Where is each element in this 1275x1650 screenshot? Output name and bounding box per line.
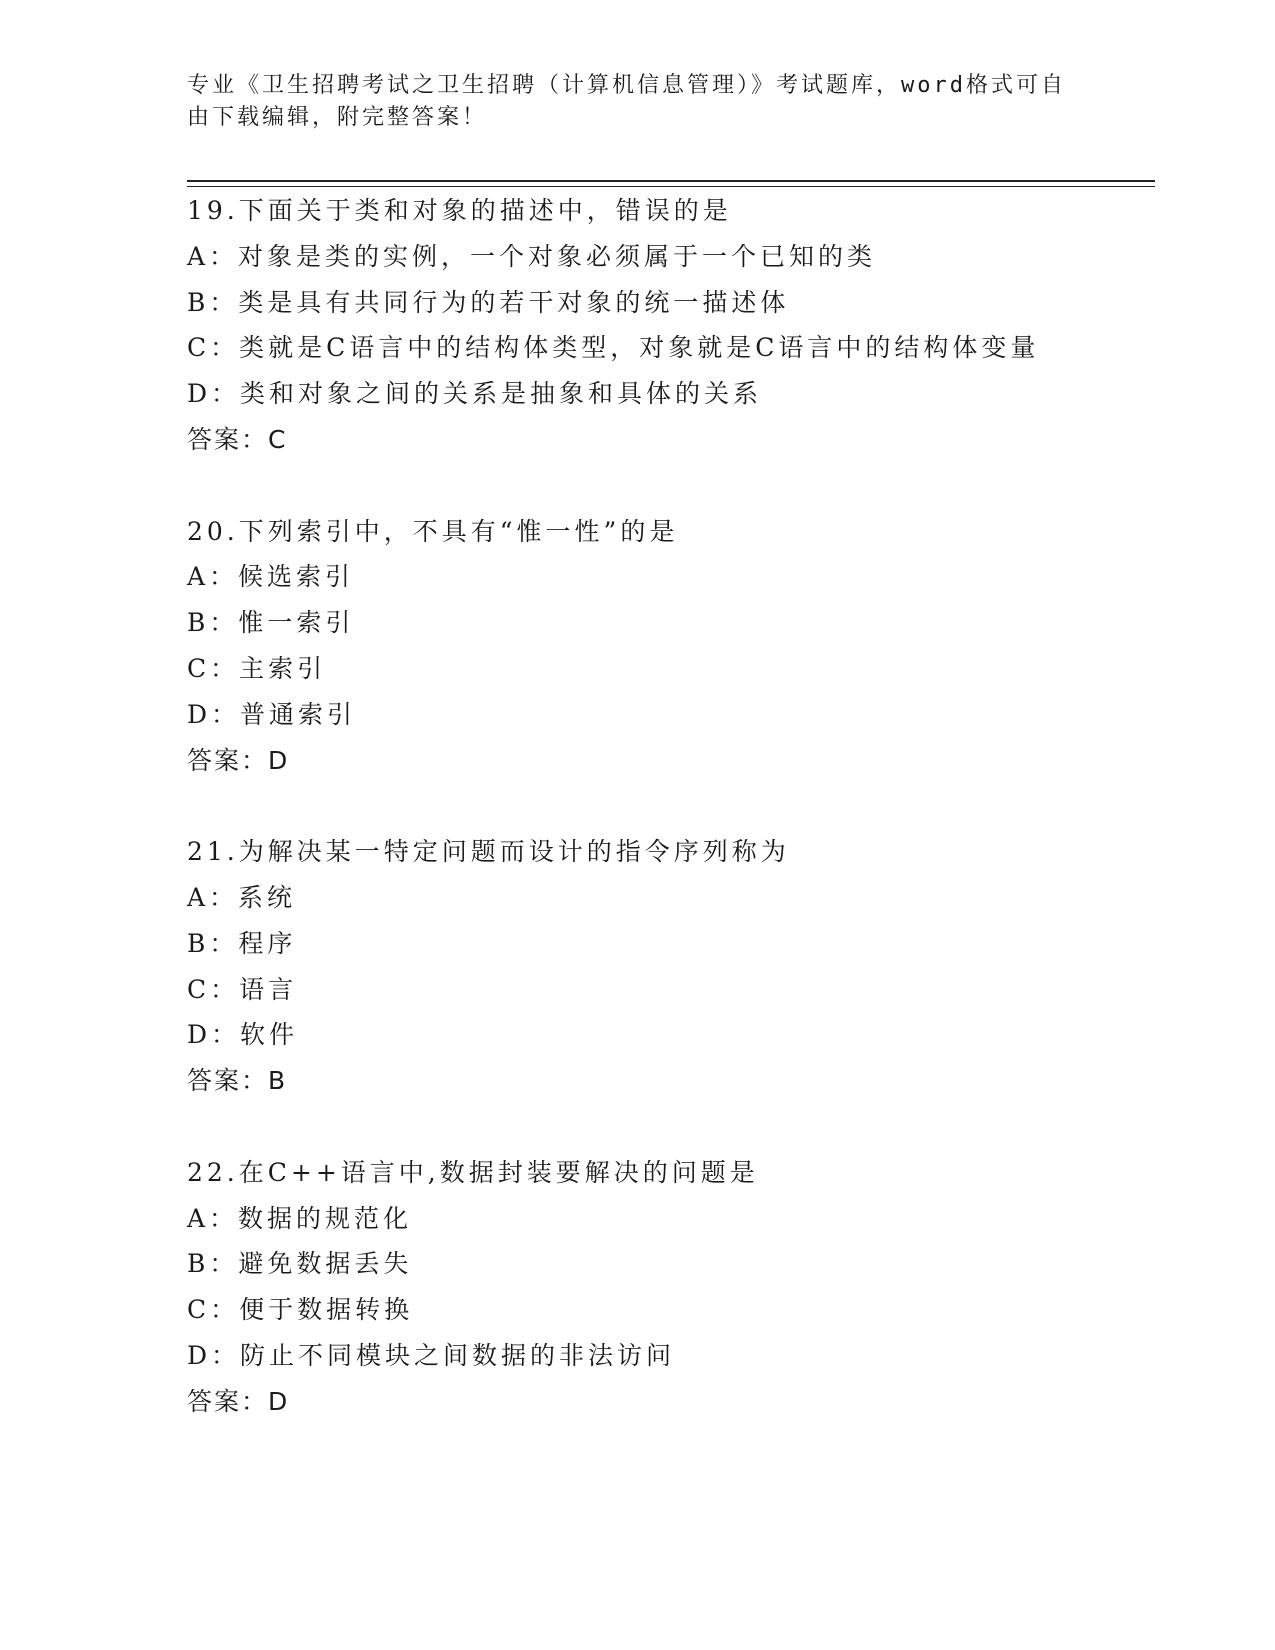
question-spacer: [187, 783, 1155, 829]
option-a: A：系统: [187, 882, 297, 912]
answer: 答案：D: [187, 745, 290, 775]
question-22: [187, 1150, 1155, 1425]
option-a: A：候选索引: [187, 562, 355, 592]
question-spacer: [187, 1104, 1155, 1150]
option-d: D：软件: [187, 1020, 299, 1050]
question-stem: 21.为解决某一特定问题而设计的指令序列称为: [187, 837, 790, 867]
option-b: B：避免数据丢失: [187, 1249, 413, 1279]
answer: 答案：B: [187, 1066, 288, 1096]
document-header: 专业《卫生招聘考试之卫生招聘（计算机信息管理）》考试题库，word格式可自由下载编辑，附完整答案！: [187, 73, 1066, 130]
question-list: [187, 188, 1155, 1425]
question-21: [187, 829, 1155, 1150]
question-spacer: [187, 463, 1155, 509]
option-c: C：语言: [187, 974, 298, 1004]
option-b: B：程序: [187, 928, 297, 958]
question-20: [187, 509, 1155, 830]
option-b: B：惟一索引: [187, 608, 355, 638]
question-stem: 22.在C++语言中,数据封装要解决的问题是: [187, 1157, 759, 1187]
answer: 答案：D: [187, 1386, 290, 1416]
option-d: D：普通索引: [187, 699, 357, 729]
option-a: A：数据的规范化: [187, 1203, 413, 1233]
option-d: D：类和对象之间的关系是抽象和具体的关系: [187, 379, 763, 409]
option-a: A：对象是类的实例，一个对象必须属于一个已知的类: [187, 241, 877, 271]
header-divider-thick: [187, 180, 1155, 182]
option-c: C：主索引: [187, 653, 327, 683]
option-c: C：类就是C语言中的结构体类型，对象就是C语言中的结构体变量: [187, 333, 1040, 363]
option-d: D：防止不同模块之间数据的非法访问: [187, 1340, 676, 1370]
answer: 答案：C: [187, 424, 288, 454]
question-19: [187, 188, 1155, 509]
option-c: C：便于数据转换: [187, 1295, 414, 1325]
option-b: B：类是具有共同行为的若干对象的统一描述体: [187, 287, 790, 317]
question-stem: 20.下列索引中，不具有“惟一性”的是: [187, 516, 679, 546]
header-divider-thin: [187, 186, 1155, 187]
question-stem: 19.下面关于类和对象的描述中，错误的是: [187, 196, 732, 225]
